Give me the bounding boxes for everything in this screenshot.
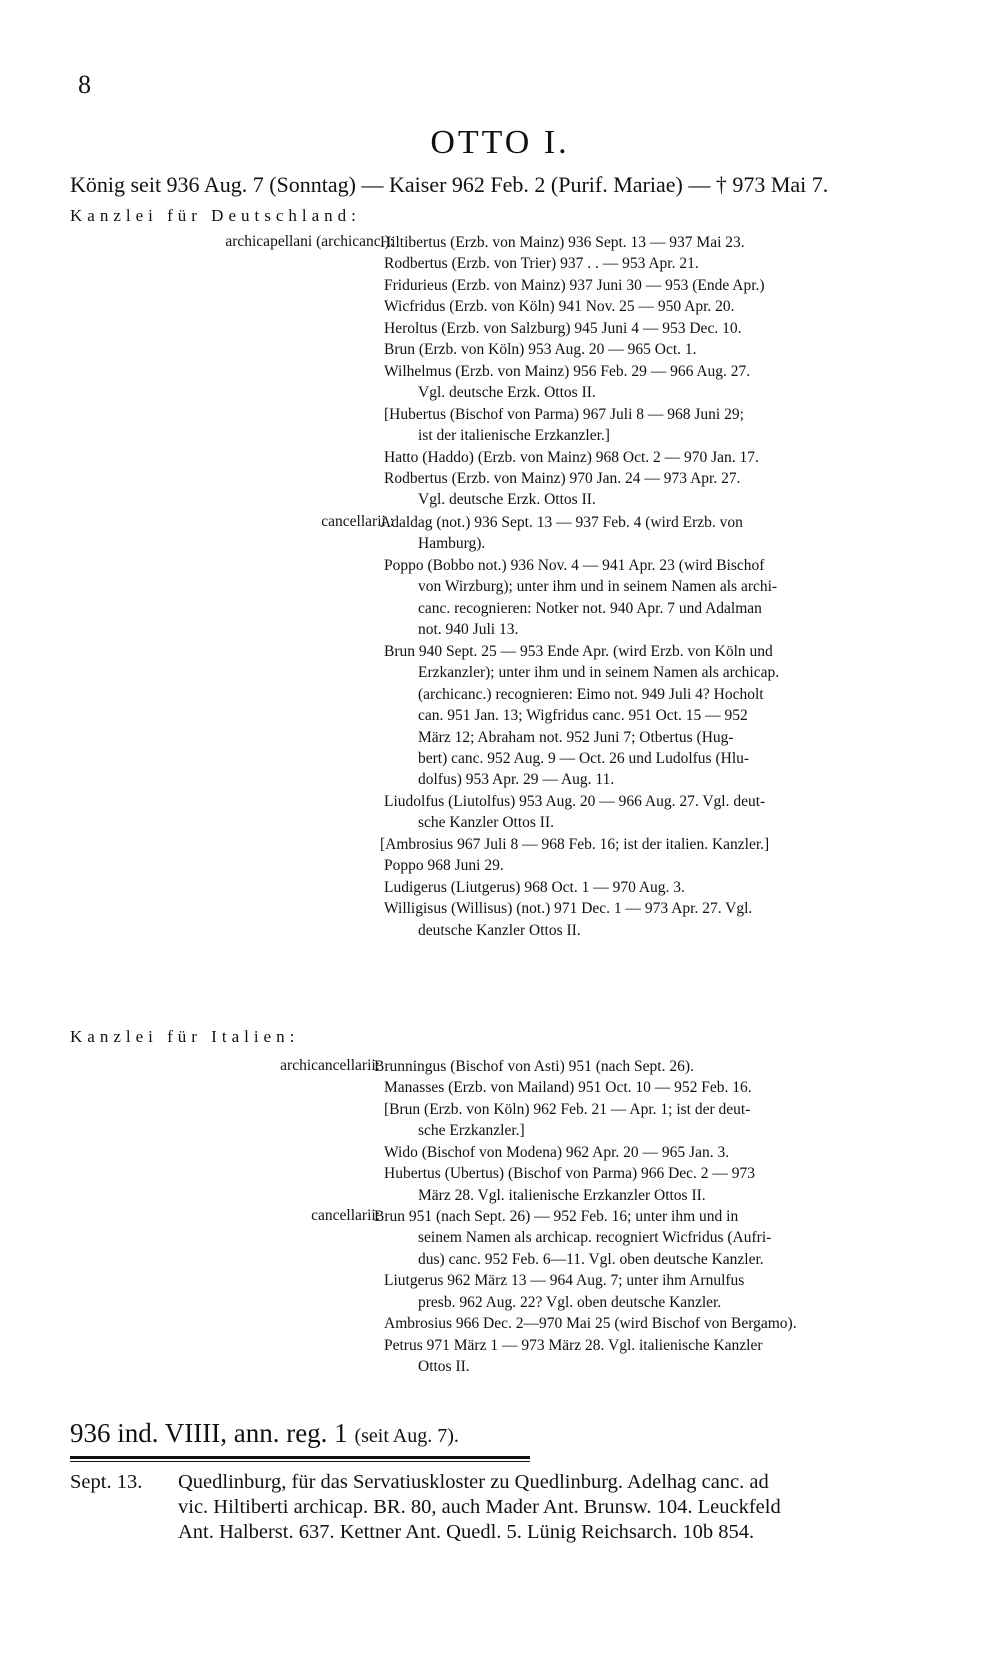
year-heading-aside: (seit Aug. 7). [354,1425,459,1447]
entry-line: Rodbertus (Erzb. von Trier) 937 . . — 953 Apr. 21. [384,255,699,273]
entry-line: Wilhelmus (Erzb. von Mainz) 956 Feb. 29 — 966 Aug. 27. [384,362,751,380]
section-heading-italy: Kanzlei für Italien: [70,1027,300,1046]
reign-dates: König seit 936 Aug. 7 (Sonntag) — Kaiser 962 Feb. 2 (Purif. Mariae) — † 973 Mai 7. [70,172,829,197]
entry-line: Ambrosius 966 Dec. 2—970 Mai 25 (wird Bischof von Bergamo). [384,1315,797,1333]
entry-line: Brun 951 (nach Sept. 26) — 952 Feb. 16; unter ihm und in [374,1208,739,1225]
entry-line: [Brun (Erzb. von Köln) 962 Feb. 21 — Apr. 1; ist der deut- [384,1100,751,1118]
entry-line: Ottos II. [418,1358,470,1376]
register-line: Quedlinburg, für das Servatiuskloster zu Quedlinburg. Adelhag canc. ad [178,1471,769,1493]
entry-line: dolfus) 953 Apr. 29 — Aug. 11. [418,771,615,789]
entry-line: canc. recognieren: Notker not. 940 Apr. 7 und Adalman [418,599,762,617]
entry-line: Ludigerus (Liutgerus) 968 Oct. 1 — 970 Aug. 3. [384,878,685,896]
register-line: Ant. Halberst. 637. Kettner Ant. Quedl. 5. Lünig Reichsarch. 10b 854. [178,1521,755,1543]
entry-line: Vgl. deutsche Erzk. Ottos II. [418,491,596,509]
entry-line: Hiltibertus (Erzb. von Mainz) 936 Sept. 13 — 937 Mai 23. [380,234,745,251]
section-heading-germany: Kanzlei für Deutschland: [70,206,361,225]
entry-line: Wicfridus (Erzb. von Köln) 941 Nov. 25 — 950 Apr. 20. [384,298,735,316]
archicancellarii-list [374,1056,755,1206]
register-date: Sept. 13. [70,1471,143,1493]
register-entry [70,1470,781,1545]
entry-line: dus) canc. 952 Feb. 6—11. Vgl. oben deutsche Kanzler. [418,1250,764,1268]
entry-line: bert) canc. 952 Aug. 9 — Oct. 26 und Ludolfus (Hlu- [418,749,750,767]
entry-line: not. 940 Juli 13. [418,621,519,639]
entry-line: März 28. Vgl. italienische Erzkanzler Ottos II. [418,1186,706,1204]
entry-line: presb. 962 Aug. 22? Vgl. oben deutsche Kanzler. [418,1293,722,1311]
entry-line: sche Kanzler Ottos II. [418,814,555,832]
entry-line: sche Erzkanzler.] [418,1122,525,1140]
entry-line: Willigisus (Willisus) (not.) 971 Dec. 1 — 973 Apr. 27. Vgl. [384,900,753,918]
page-title: OTTO I. [430,124,570,161]
entry-line: Wido (Bischof von Modena) 962 Apr. 20 — 965 Jan. 3. [384,1143,730,1161]
cancellarii-germany-list [380,512,779,941]
entry-line: März 12; Abraham not. 952 Juni 7; Otbertus (Hug- [418,728,734,746]
heading-rule [70,1456,530,1459]
entry-line: Petrus 971 März 1 — 973 März 28. Vgl. italienische Kanzler [384,1336,763,1354]
entry-line: Brun 940 Sept. 25 — 953 Ende Apr. (wird Erzb. von Köln und [384,642,773,660]
entry-line: von Wirzburg); unter ihm und in seinem Namen als archi- [418,578,778,596]
entry-line: Adaldag (not.) 936 Sept. 13 — 937 Feb. 4 (wird Erzb. von [380,514,743,531]
entry-line: Fridurieus (Erzb. von Mainz) 937 Juni 30 — 953 (Ende Apr.) [384,276,765,294]
entry-line: Poppo (Bobbo not.) 936 Nov. 4 — 941 Apr. 23 (wird Bischof [384,556,765,574]
entry-line: can. 951 Jan. 13; Wigfridus canc. 951 Oct. 15 — 952 [418,707,748,725]
entry-line: Hamburg). [418,535,486,553]
entry-line: Liutgerus 962 März 13 — 964 Aug. 7; unter ihm Arnulfus [384,1272,745,1290]
entry-line: Vgl. deutsche Erzk. Ottos II. [418,384,596,402]
entry-line: Rodbertus (Erzb. von Mainz) 970 Jan. 24 — 973 Apr. 27. [384,469,741,487]
role-label-archicancellarii: archicancellarii: [280,1057,380,1074]
register-first-line [70,1470,781,1495]
entry-line: Brunningus (Bischof von Asti) 951 (nach Sept. 26). [374,1058,694,1075]
entry-line: [Hubertus (Bischof von Parma) 967 Juli 8 — 968 Juni 29; [384,405,744,423]
archicapellani-list [380,232,765,511]
register-line: vic. Hiltiberti archicap. BR. 80, auch Mader Ant. Brunsw. 104. Leuckfeld [178,1496,781,1518]
entry-line: Heroltus (Erzb. von Salzburg) 945 Juni 4 — 953 Dec. 10. [384,319,742,337]
role-label-cancellarii-germany: cancellarii : [321,513,394,530]
year-heading [70,1418,459,1449]
entry-line: Liudolfus (Liutolfus) 953 Aug. 20 — 966 Aug. 27. Vgl. deut- [384,792,766,810]
cancellarii-italy-list [374,1206,797,1378]
role-label-cancellarii-italy: cancellarii: [311,1207,380,1224]
entry-line: Brun (Erzb. von Köln) 953 Aug. 20 — 965 Oct. 1. [384,341,697,359]
role-label-archicapellani: archicapellani (archicanc.): [225,233,394,250]
heading-rule-thin [70,1461,530,1462]
entry-line: Hubertus (Ubertus) (Bischof von Parma) 966 Dec. 2 — 973 [384,1165,756,1183]
year-heading-main: 936 ind. VIIII, ann. reg. 1 [70,1418,348,1448]
entry-line: Manasses (Erzb. von Mailand) 951 Oct. 10 — 952 Feb. 16. [384,1079,752,1097]
entry-line: Erzkanzler); unter ihm und in seinem Namen als archicap. [418,664,780,682]
entry-line: [Ambrosius 967 Juli 8 — 968 Feb. 16; ist der italien. Kanzler.] [380,835,770,853]
entry-line: seinem Namen als archicap. recogniert Wicfridus (Aufri- [418,1229,772,1247]
entry-line: (archicanc.) recognieren: Eimo not. 949 Juli 4? Hocholt [418,685,764,703]
entry-line: Poppo 968 Juni 29. [384,857,504,875]
entry-line: ist der italienische Erzkanzler.] [418,427,610,445]
page-number: 8 [78,70,91,99]
entry-line: Hatto (Haddo) (Erzb. von Mainz) 968 Oct. 2 — 970 Jan. 17. [384,448,759,466]
entry-line: deutsche Kanzler Ottos II. [418,921,581,939]
